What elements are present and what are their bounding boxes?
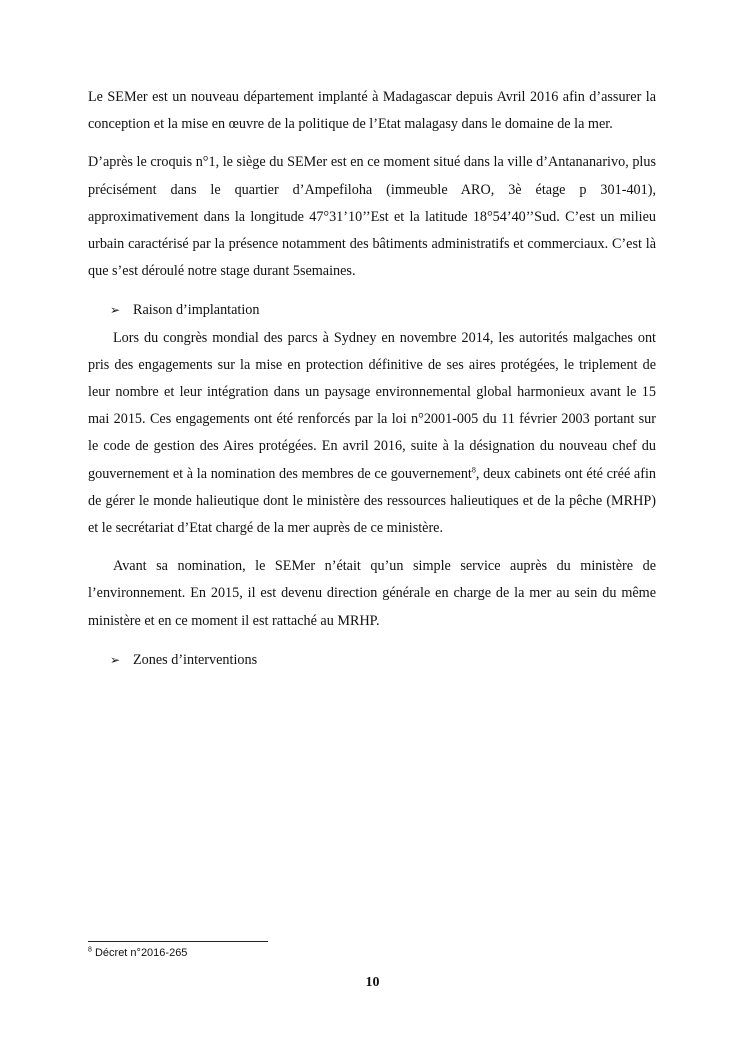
arrow-bullet-icon: ➢ — [110, 652, 121, 667]
bullet-label: Zones d’interventions — [133, 651, 258, 668]
paragraph-semer-location: D’après le croquis n°1, le siège du SEMer est en ce moment situé dans la ville d’Antananarivo, plus précisément dans le quartier d’Ampefiloha (immeuble ARO, 3è étage p 301-401), approximativement dans la longitude 47°31’10’’Est et la latitude 18°54’40’’Sud. C’est un milieu urbain caractérisé par la présence notamment des bâtiments administratifs et commerciaux. C’est là que s’est déroulé notre stage durant 5semaines. — [88, 154, 656, 280]
arrow-bullet-icon: ➢ — [110, 303, 121, 318]
footnote-number: 8 — [88, 946, 92, 954]
footnote-text: Décret n°2016-265 — [94, 947, 188, 959]
bullet-raison-implantation — [88, 297, 656, 324]
paragraph-raison-implantation — [88, 325, 656, 543]
page-number: 10 — [365, 975, 380, 990]
bullet-label: Raison d’implantation — [133, 302, 260, 319]
footnote-reference[interactable]: 8 — [471, 464, 476, 474]
bullet-zones-interventions — [88, 647, 656, 674]
paragraph-semer-intro: Le SEMer est un nouveau département implanté à Madagascar depuis Avril 2016 afin d’assurer la conception et la mise en œuvre de la politique de l’Etat malagasy dans le domaine de la mer. — [88, 89, 656, 133]
paragraph-semer-history: Avant sa nomination, le SEMer n’était qu’un simple service auprès du ministère de l’environnement. En 2015, il est devenu direction générale en charge de la mer au sein du même ministère et en ce moment il est rattaché au MRHP. — [88, 558, 656, 629]
paragraph-text: , deux cabinets ont été créé afin de gérer le monde halieutique dont le ministère des ressources halieutiques et de la pêche (MRHP) et le secrétariat d’Etat chargé de la mer auprès de ce ministère. — [88, 465, 656, 537]
paragraph-text: Lors du congrès mondial des parcs à Sydney en novembre 2014, les autorités malgaches ont pris des engagements sur la mise en protection définitive de ses aires protégées, le triplement de leur nombre et leur intégration dans un paysage environnemental global harmonieux avant le 15 mai 2015. Ces engagements ont été renforcés par la loi n°2001-005 du 11 février 2003 portant sur le code de gestion des Aires protégées. En avril 2016, suite à la désignation du nouveau chef du gouvernement et à la nomination des membres de ce gouvernement — [88, 329, 656, 482]
footnote — [88, 947, 187, 959]
document-body — [88, 84, 656, 674]
footnote-separator — [88, 941, 268, 942]
